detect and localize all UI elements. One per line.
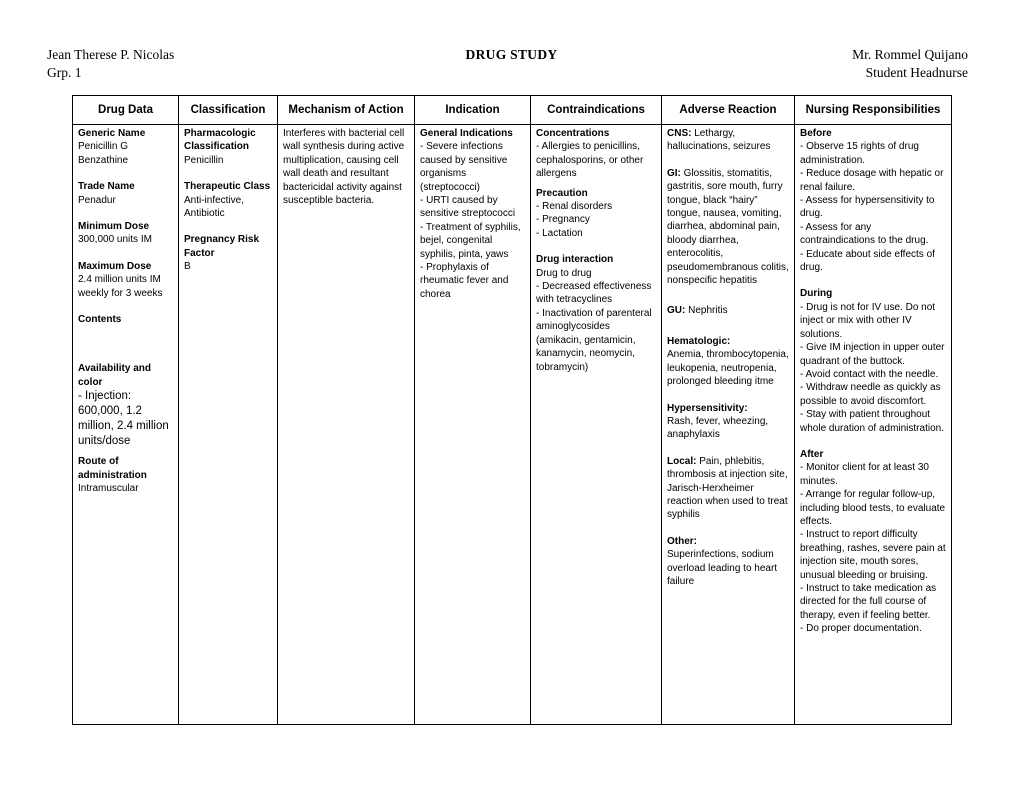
list-item: - Severe infections caused by sensitive organisms (streptococci): [420, 141, 508, 193]
cell-mechanism: [278, 125, 415, 725]
indication-label: General Indications: [420, 128, 513, 139]
thera-class: Anti-infective, Antibiotic: [184, 194, 245, 220]
availability: - Injection: 600,000, 1.2 million, 2.4 million units/dose: [78, 390, 169, 448]
table-row: [73, 125, 952, 725]
cell-contraindications: [531, 125, 662, 725]
list-item: - Reduce dosage with hepatic or renal failure.: [800, 168, 944, 193]
cell-indication: [415, 125, 531, 725]
after-label: After: [800, 448, 824, 460]
max-dose-label: Maximum Dose: [78, 260, 152, 272]
list-item: - Educate about side effects of drug.: [800, 248, 935, 274]
precaution-label: Precaution: [536, 187, 588, 199]
min-dose: 300,000 units IM: [78, 234, 152, 246]
list-item: - Pregnancy: [536, 214, 590, 226]
cell-nursing: [795, 125, 952, 725]
mechanism-text: Interferes with bacterial cell wall synthesis during active multiplication, causing cell wall death and resultant bactericidal activity against susceptible bacteria.: [283, 128, 405, 207]
hematologic-label: Hematologic:: [667, 335, 731, 347]
list-item: - Give IM injection in upper outer quadrant of the buttock.: [800, 342, 945, 367]
max-dose: 2.4 million units IM weekly for 3 weeks: [78, 274, 163, 299]
list-item: - Assess for any contraindications to the drug.: [800, 221, 929, 247]
list-item: - Stay with patient throughout whole duration of administration.: [800, 409, 944, 434]
trade-name: Penadur: [78, 194, 116, 206]
col-header-contraindications: Contraindications: [531, 96, 662, 125]
route-label: Route of administration: [78, 456, 147, 481]
list-item: - Instruct to take medication as directed for the full course of therapy, even if feeling better.: [800, 583, 937, 621]
list-item: - Instruct to report difficulty breathing, rashes, severe pain at injection site, mouth sores, unusual bleeding or bruising.: [800, 529, 946, 581]
list-item: - Assess for hypersensitivity to drug.: [800, 195, 935, 220]
pharm-class: Penicillin: [184, 154, 224, 166]
adverse-cns: CNS: Lethargy, hallucinations, seizures: [667, 128, 771, 153]
list-item: - Allergies to penicillins, cephalosporins, or other allergens: [536, 141, 644, 180]
list-item: - Decreased effectiveness with tetracyclines: [536, 281, 652, 306]
student-name: Jean Therese P. Nicolas: [47, 47, 175, 62]
list-item: - Observe 15 rights of drug administration.: [800, 141, 919, 166]
col-header-classification: Classification: [179, 96, 278, 125]
adverse-local: Local: Pain, phlebitis, thrombosis at injection site, Jarisch-Herxheimer reaction when used to treat syphilis: [667, 455, 788, 521]
list-item: - URTI caused by sensitive streptococci: [420, 195, 516, 220]
contents-label: Contents: [78, 314, 122, 326]
generic-name-label: Generic Name: [78, 128, 146, 139]
list-item: - Treatment of syphilis, bejel, congenital syphilis, pinta, yaws: [420, 221, 521, 260]
list-item: - Do proper documentation.: [800, 623, 922, 635]
route: Intramuscular: [78, 483, 139, 495]
list-item: - Monitor client for at least 30 minutes.: [800, 462, 929, 487]
col-header-mechanism: Mechanism of Action: [278, 96, 415, 125]
other-label: Other:: [667, 535, 697, 547]
list-item: - Drug is not for IV use. Do not inject or mix with other IV solutions.: [800, 301, 936, 340]
list-item: - Renal disorders: [536, 201, 613, 213]
adverse-hematologic: Anemia, thrombocytopenia, leukopenia, neutropenia, prolonged bleeding itme: [667, 349, 789, 388]
list-item: - Avoid contact with the needle.: [800, 368, 939, 380]
interaction-intro: Drug to drug: [536, 267, 592, 279]
drug-study-table: [72, 95, 952, 725]
table-header-row: [73, 96, 952, 125]
during-label: During: [800, 288, 833, 300]
list-item: - Prophylaxis of rheumatic fever and chorea: [420, 262, 509, 300]
col-header-adverse-reaction: Adverse Reaction: [662, 96, 795, 125]
list-item: - Inactivation of parenteral aminoglycosides (amikacin, gentamicin, kanamycin, neomycin, tobramycin): [536, 307, 652, 373]
list-item: - Arrange for regular follow-up, including blood tests, to evaluate effects.: [800, 489, 946, 527]
generic-name: Penicillin G Benzathine: [78, 141, 129, 166]
header-right: [852, 46, 968, 82]
cell-adverse-reaction: [662, 125, 795, 725]
trade-name-label: Trade Name: [78, 181, 135, 193]
concentrations-label: Concentrations: [536, 128, 610, 139]
page-title: DRUG STUDY: [465, 47, 558, 62]
pharm-class-label: Pharmacologic Classification: [184, 128, 256, 153]
interaction-label: Drug interaction: [536, 254, 614, 266]
group-label: Grp. 1: [47, 65, 82, 80]
before-label: Before: [800, 128, 832, 139]
preg-risk: B: [184, 261, 191, 273]
col-header-drug-data: Drug Data: [73, 96, 179, 125]
hypersensitivity-label: Hypersensitivity:: [667, 402, 748, 414]
adverse-hypersensitivity: Rash, fever, wheezing, anaphylaxis: [667, 415, 769, 441]
thera-class-label: Therapeutic Class: [184, 181, 271, 193]
list-item: - Lactation: [536, 227, 583, 239]
cell-drug-data: [73, 125, 179, 725]
adverse-gu: GU: Nephritis: [667, 305, 728, 317]
cell-classification: [179, 125, 278, 725]
preg-risk-label: Pregnancy Risk Factor: [184, 234, 260, 259]
adverse-gi: GI: Glossitis, stomatitis, gastritis, sore mouth, furry tongue, black “hairy” tongue, nausea, vomiting, diarrhea, abdominal pain, bloody diarrhea, enterocolitis, pseudomembranous colitis, nonspecific hepatitis: [667, 167, 789, 287]
availability-label: Availability and color: [78, 363, 151, 388]
col-header-nursing: Nursing Responsibilities: [795, 96, 952, 125]
col-header-indication: Indication: [415, 96, 531, 125]
instructor-role: Student Headnurse: [865, 65, 968, 80]
min-dose-label: Minimum Dose: [78, 221, 150, 233]
instructor-name: Mr. Rommel Quijano: [852, 47, 968, 62]
adverse-other: Superinfections, sodium overload leading to heart failure: [667, 549, 778, 587]
list-item: - Withdraw needle as quickly as possible to avoid discomfort.: [800, 382, 941, 407]
